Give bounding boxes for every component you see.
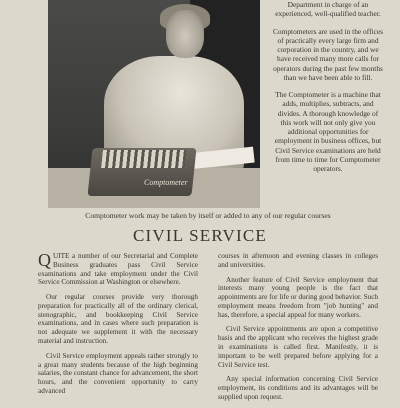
side-column — [272, 0, 384, 181]
left-column — [38, 252, 198, 402]
section-title: CIVIL SERVICE — [132, 226, 268, 245]
opening-text: UITE a number of our Secretarial and Complete Business graduates pass Civil Service examinations and take employment under the Civil Service Commission at Washington or elsewhere. — [38, 252, 198, 287]
photo-caption: Comptometer work may be taken by itself or added to any of our regular courses — [85, 211, 331, 220]
body-paragraph: Civil Service appointments are upon a competitive basis and the applicant who receives the highest grade in examinations is called first. Manifestly, it is important to be well prepared before applying for a Civil Service test. — [218, 325, 378, 369]
side-paragraph: The Comptometer is a machine that adds, multiplies, subtracts, and divides. A thorough knowledge of this work will not only give you additional opportunities for employment in business offices, but Civil Service examinations are held from time to time for Comptometer operators. — [274, 90, 382, 173]
drop-cap: Q — [38, 250, 51, 270]
machine-keys — [101, 150, 187, 168]
body-paragraph: Civil Service employment appeals rather strongly to a great many students because of the high beginning salaries, the constant chance for advancement, the short hours, and the convenient opportunity to carry advanced — [38, 351, 198, 395]
body-paragraph: Any special information concerning Civil Service employment, its conditions and its advantages will be supplied upon request. — [218, 375, 378, 401]
right-column — [218, 252, 378, 408]
body-paragraph: Our regular courses provide very thorough preparation for practically all of the ordinary clerical, stenographic, and bookkeeping Civil Service examinations, and in cases where such preparation is not adequate we supplement it with the necessary material and instruction. — [38, 293, 198, 346]
machine-brand-label: Comptometer — [144, 178, 188, 187]
comptometer-photo — [48, 0, 260, 208]
side-paragraph: Comptometers are used in the offices of practically every large firm and corporation in the country, and we have received many more calls for operators during the past few months than we have been able to fill. — [272, 26, 384, 82]
opening-paragraph — [38, 252, 198, 287]
operator-head — [166, 10, 204, 58]
body-paragraph: courses in afternoon and evening classes in colleges and universities. — [218, 252, 378, 269]
side-paragraph: Department in charge of an experienced, well-qualified teacher. — [275, 0, 381, 19]
body-paragraph: Another feature of Civil Service employment that interests many young people is the fact that appointments are for life or during good behavior. Such employment means freedom from "job hunting" and has, therefore, a special appeal for many workers. — [218, 275, 378, 319]
